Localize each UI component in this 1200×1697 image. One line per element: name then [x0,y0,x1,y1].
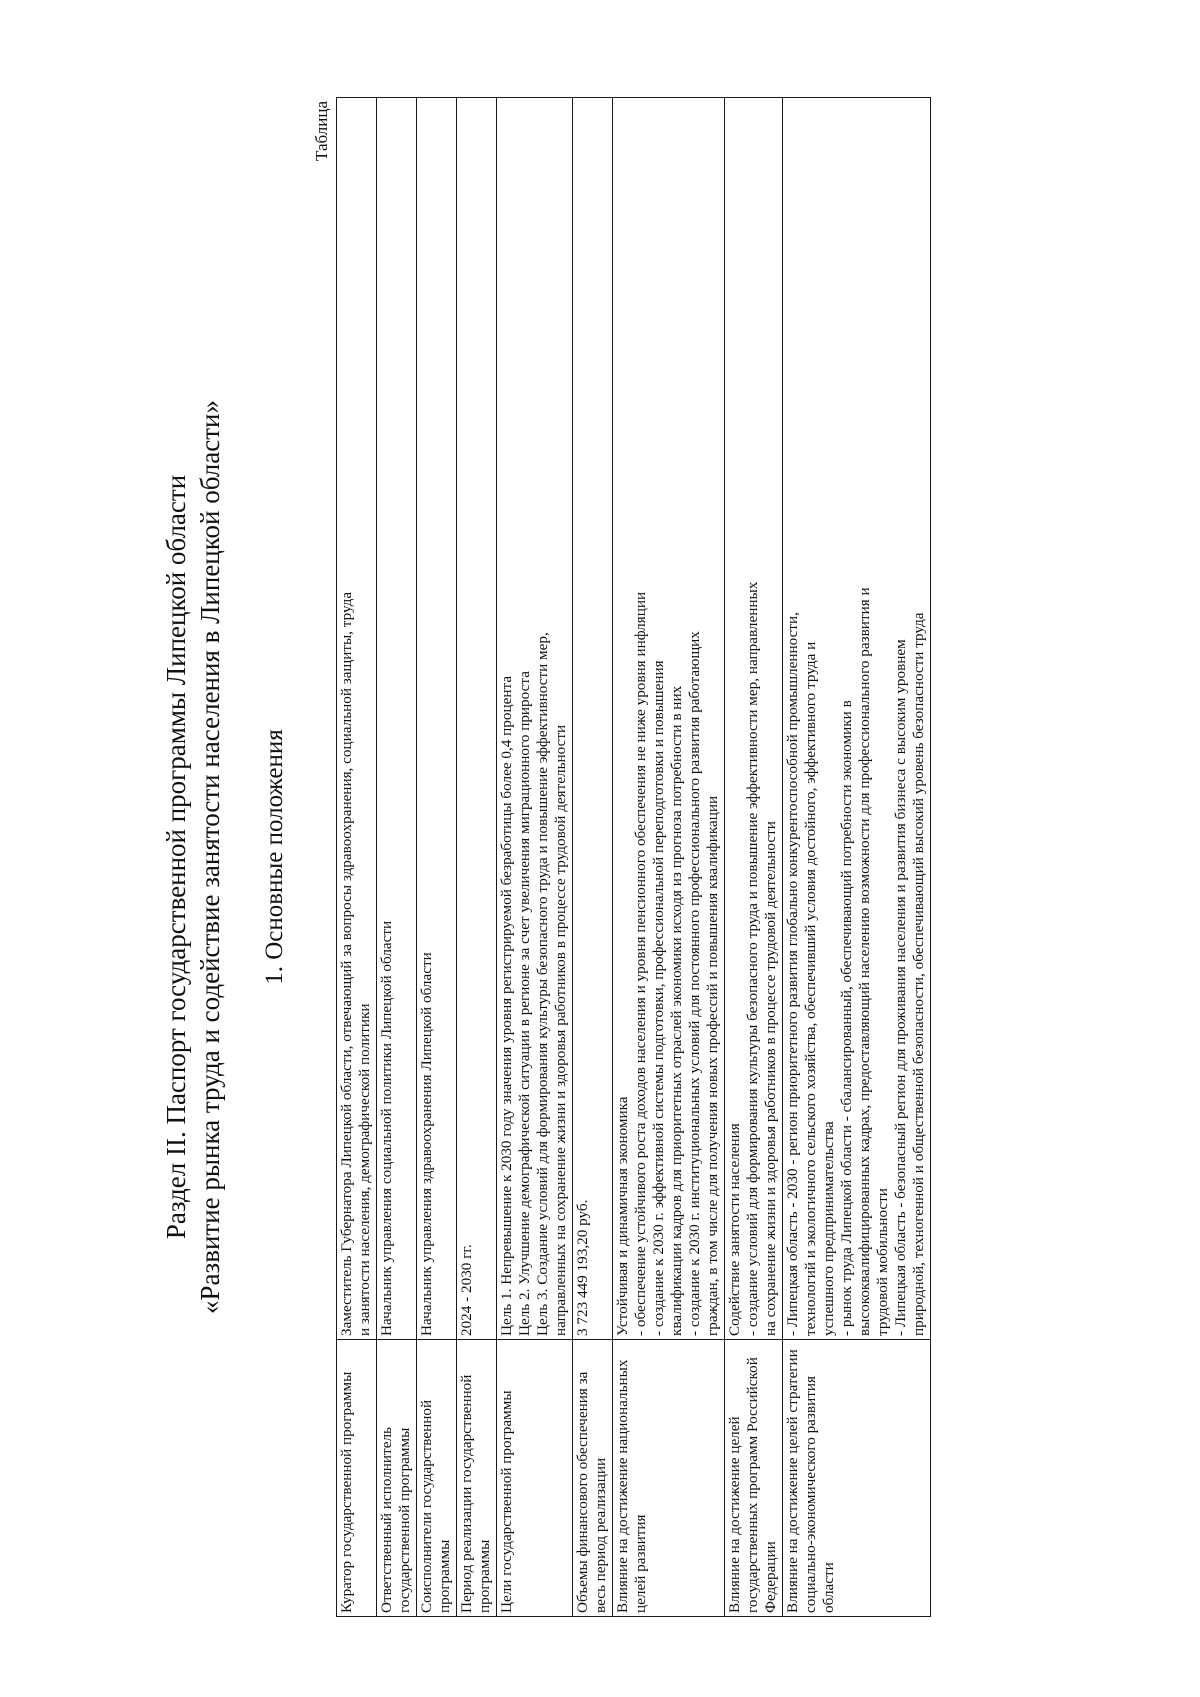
value-line: 2024 - 2030 гг. [458,1244,475,1336]
row-label: Влияние на достижение национальных целей развития [613,1340,725,1617]
program-name: «Развитие рынка труда и содействие занятости населения в Липецкой области» [195,400,225,1314]
value-line: граждан, в том числе для получения новых профессий и повышения квалификации [704,795,721,1336]
table-caption: Таблица [312,101,331,161]
table-row [337,98,377,1617]
value-line: - создание к 2030 г. институциональных условий для постоянного профессионального развития работающих [686,631,703,1336]
value-line: высококвалифицированных кадрах, предоставляющий населению возможности для профессионального развития и [856,587,873,1336]
table-row [377,98,417,1617]
value-line: технологий и экологичного сельского хозяйства, обеспечивший условия достойного, эффективного труда и [802,641,819,1336]
row-label: Влияние на достижение целей государственных программ Российской Федерации [725,1340,783,1617]
value-line: - создание к 2030 г. эффективной системы подготовки, профессиональной переподготовки и повышения [650,660,667,1336]
rotated-document-page [160,97,1105,1617]
row-value [457,98,497,1340]
row-value [613,98,725,1340]
value-line: на сохранение жизни и здоровья работников в процессе трудовой деятельности [762,821,779,1336]
section-heading: 1. Основные положения [261,729,288,985]
value-line: и занятости населения, демографической политики [356,1003,373,1336]
value-line: направленных на сохранение жизни и здоровья работников в процессе трудовой деятельности [552,724,569,1336]
value-line: Содействие занятости населения [726,1123,743,1336]
row-label: Ответственный исполнитель государственной программы [377,1340,417,1617]
row-value [783,98,931,1340]
value-line: успешного предпринимательства [820,1121,837,1336]
row-value [497,98,573,1340]
row-label: Период реализации государственной программы [457,1340,497,1617]
value-line: Начальник управления социальной политики Липецкой области [378,920,395,1336]
document-title: Раздел II. Паспорт государственной программы Липецкой области [161,474,191,1240]
table-row [725,98,783,1617]
table-body [337,98,931,1617]
row-value [377,98,417,1340]
value-line: трудовой мобильности [874,1188,891,1336]
row-label: Цели государственной программы [497,1340,573,1617]
value-line: квалификации кадров для приоритетных отраслей экономики исходя из прогноза потребности в них [668,685,685,1336]
value-line: Заместитель Губернатора Липецкой области, отвечающий за вопросы здравоохранения, социальной защиты, труда [338,591,355,1336]
value-line: Цель 1. Непревышение к 2030 году значения уровня регистрируемой безработицы более 0,4 процента [498,675,515,1336]
value-line: 3 723 449 193,20 руб. [574,1199,591,1336]
value-line: - рынок труда Липецкой области - сбалансированный, обеспечивающий потребности экономики в [838,700,855,1336]
table-row [457,98,497,1617]
row-label: Куратор государственной программы [337,1340,377,1617]
value-line: Цель 3. Создание условий для формирования культуры безопасного труда и повышение эффективности мер, [534,632,551,1336]
row-value [725,98,783,1340]
value-line: природной, техногенной и общественной безопасности, обеспечивающий высокий уровень безопасности труда [910,612,927,1336]
table-row [573,98,613,1617]
value-line: Цель 2. Улучшение демографической ситуации в регионе за счет увеличения миграционного прироста [516,671,533,1336]
value-line: Устойчивая и динамичная экономика [614,1096,631,1336]
row-value [417,98,457,1340]
value-line: - обеспечение устойчивого роста доходов населения и уровня пенсионного обеспечения не ниже уровня инфляции [632,591,649,1336]
row-value [337,98,377,1340]
value-line: Начальник управления здравоохранения Липецкой области [418,952,435,1336]
row-label: Объемы финансового обеспечения за весь период реализации [573,1340,613,1617]
value-line: - Липецкая область - 2030 - регион приоритетного развития глобально конкурентоспособной промышленности, [784,612,801,1336]
program-passport-table [336,97,931,1617]
table-row [783,98,931,1617]
row-label: Соисполнители государственной программы [417,1340,457,1617]
row-label: Влияние на достижение целей стратегии социально-экономического развития области [783,1340,931,1617]
value-line: - создание условий для формирования культуры безопасного труда и повышение эффективности мер, направленных [744,581,761,1336]
row-value [573,98,613,1340]
value-line: - Липецкая область - безопасный регион для проживания населения и развития бизнеса с высоким уровнем [892,639,909,1336]
table-row [613,98,725,1617]
table-row [497,98,573,1617]
table-row [417,98,457,1617]
